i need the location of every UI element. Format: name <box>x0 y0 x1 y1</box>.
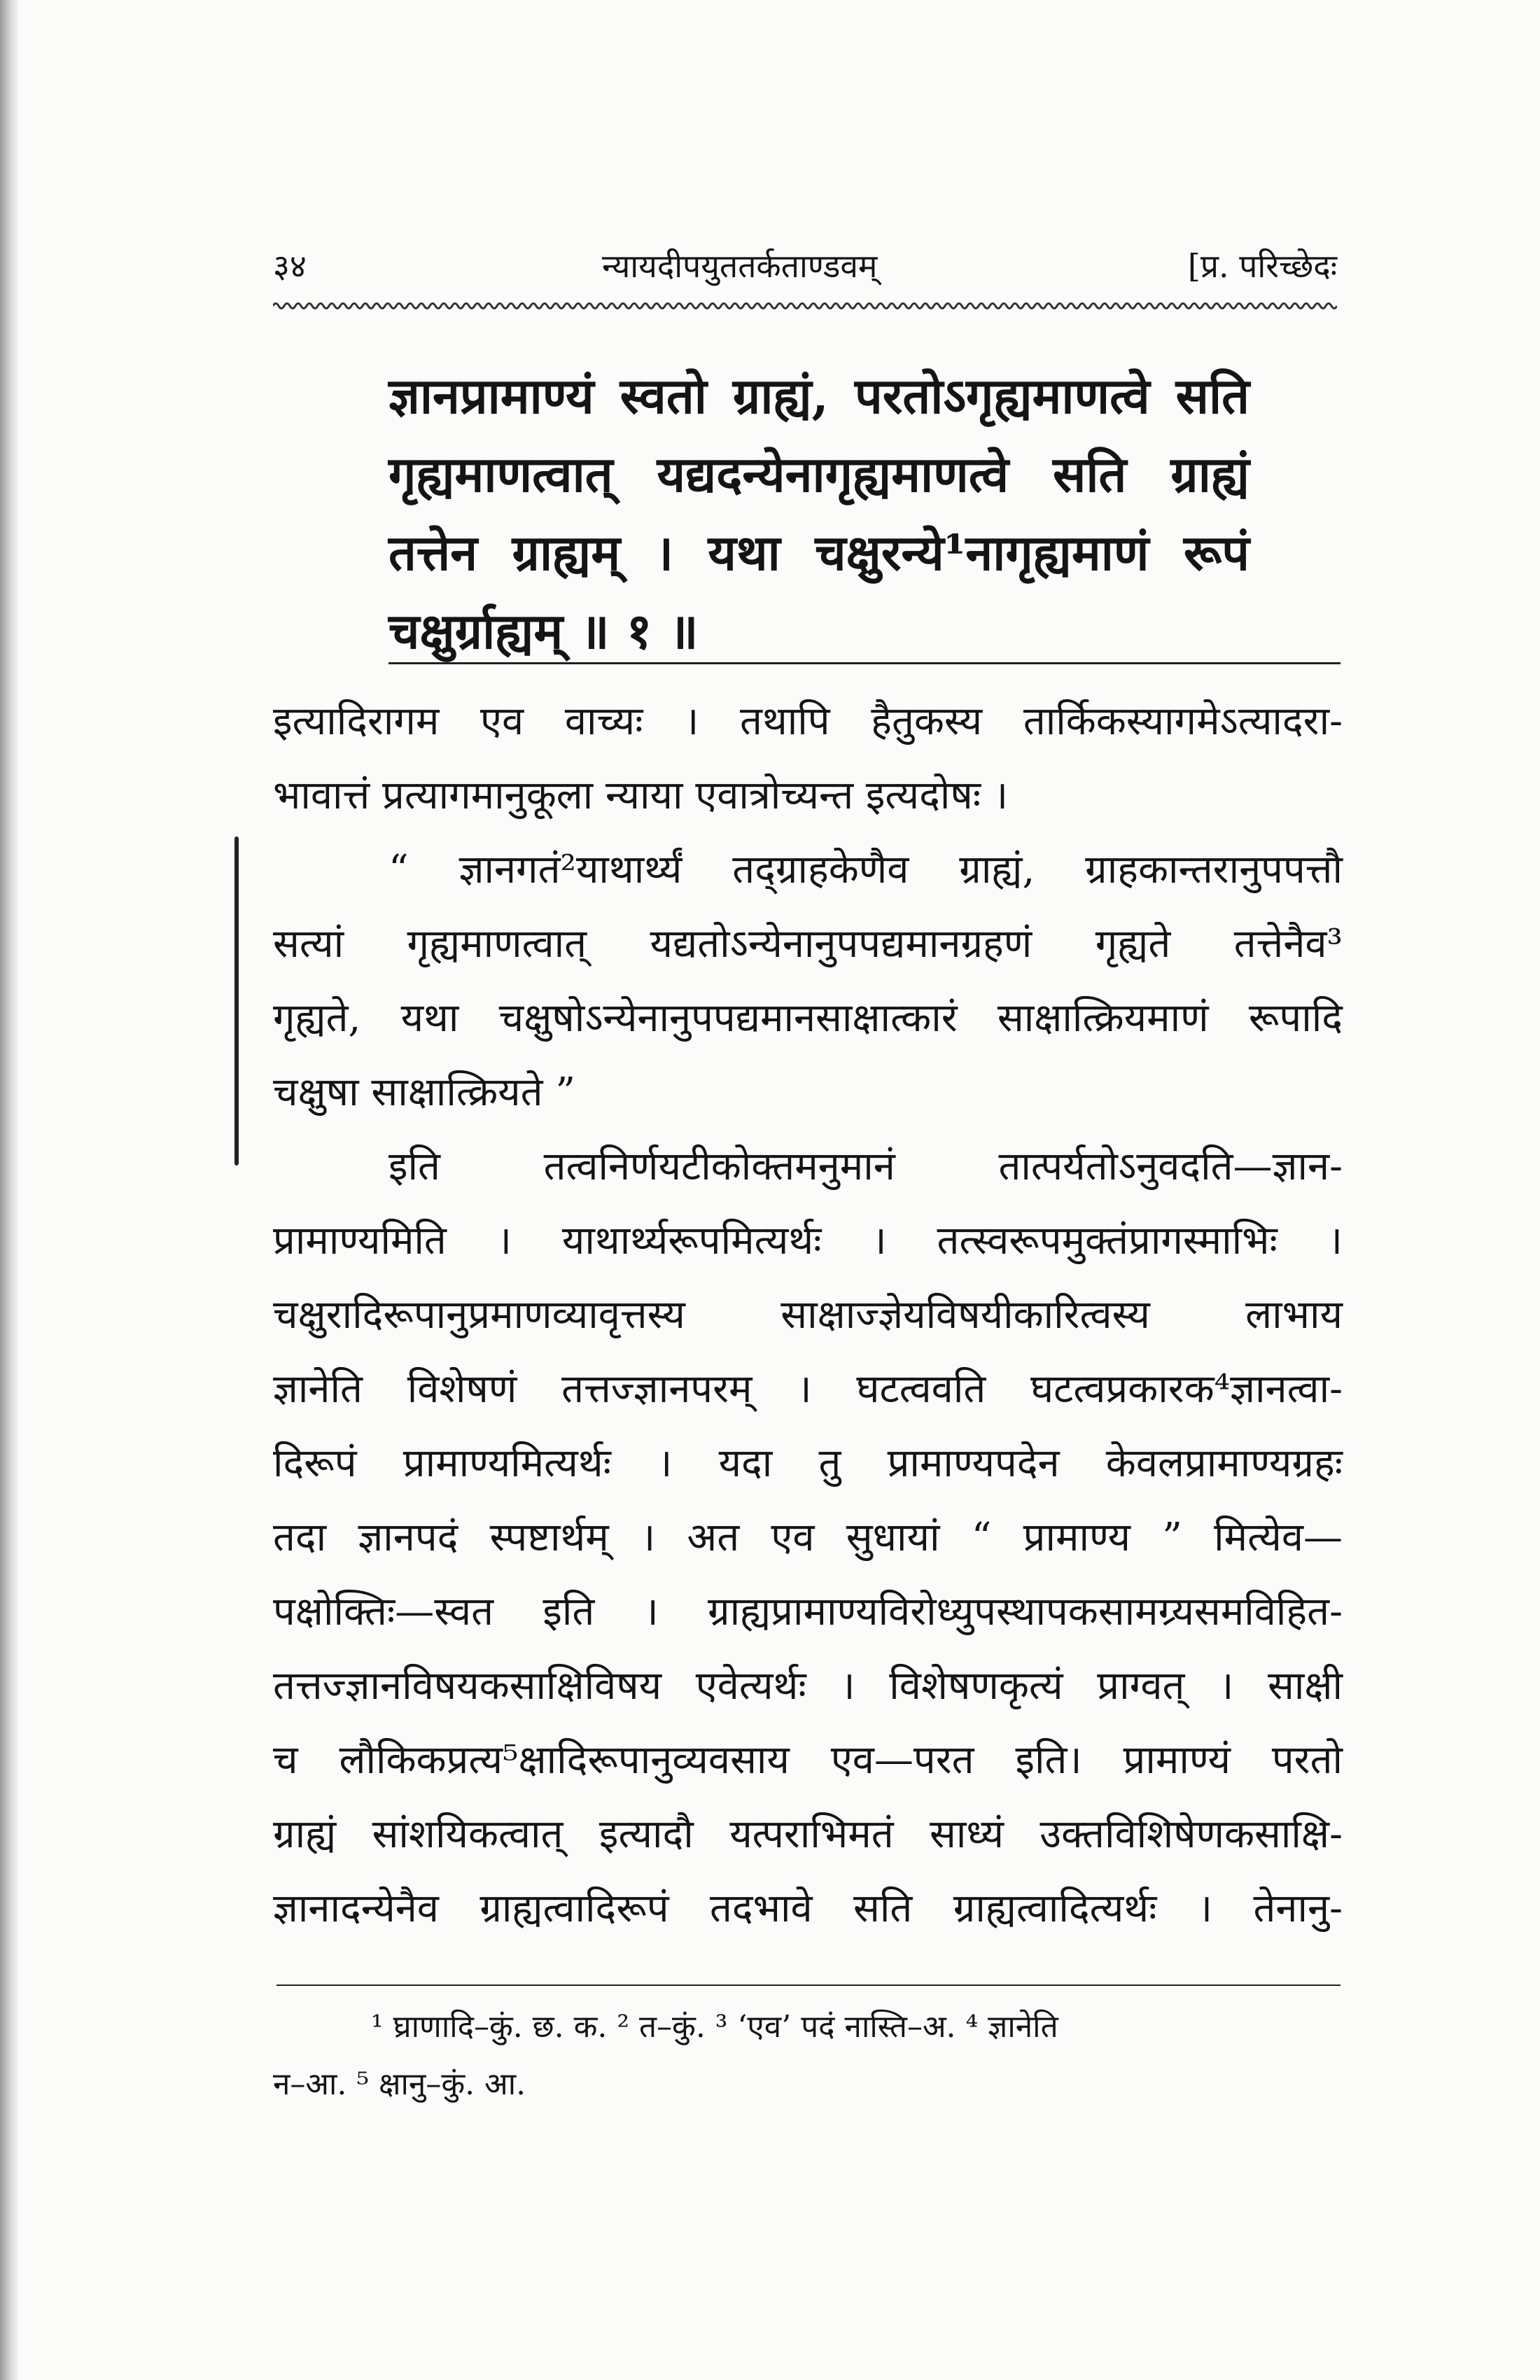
footnotes <box>273 1998 1343 2113</box>
commentary-body <box>273 685 1343 1946</box>
running-title: न्यायदीपयुततर्कताण्डवम् <box>602 247 878 285</box>
commentary-line: तत्तज्ज्ञानविषयकसाक्षिविषय एवेत्यर्थः । विशेषणकृत्यं प्राग्वत् । साक्षी <box>273 1663 1343 1709</box>
footnote-divider-rule <box>276 1984 1340 1986</box>
running-header <box>273 244 1337 293</box>
mula-line: चक्षुर्ग्राह्यम् ॥ १ ॥ <box>388 602 699 660</box>
commentary-line: चक्षुषा साक्षात्क्रियते ” <box>273 1070 575 1115</box>
running-section: [प्र. परिच्छेदः <box>1187 247 1337 285</box>
verse-divider-rule <box>388 662 1340 664</box>
mula-line: तत्तेन ग्राह्यम् । यथा चक्षुरन्ये¹नागृह्यमाणं रूपं <box>388 524 1250 582</box>
mula-verse <box>388 357 1250 671</box>
commentary-line: सत्यां गृह्यमाणत्वात् यद्यतोऽन्येनानुपपद्यमानग्रहणं गृह्यते तत्तेनैव³ <box>273 921 1343 967</box>
commentary-line: प्रामाण्यमिति । याथार्थ्यरूपमित्यर्थः । तत्स्वरूपमुक्तंप्रागस्माभिः । <box>273 1218 1343 1264</box>
page-number: ३४ <box>273 247 307 285</box>
commentary-line: इति तत्वनिर्णयटीकोक्तमनुमानं तात्पर्यतोऽनुवदति—ज्ञान- <box>388 1144 1343 1189</box>
footnote-line: न–आ. ⁵ क्षानु–कुं. आ. <box>273 2066 526 2102</box>
commentary-line: पक्षोक्तिः—स्वत इति । ग्राह्यप्रामाण्यविरोध्युपस्थापकसामग्र्यसमविहित- <box>273 1589 1343 1634</box>
footnote-line: ¹ घ्राणादि–कुं. छ. क. ² त–कुं. ³ ‘एव’ पदं नास्ति–अ. ⁴ ज्ञानेति <box>371 2009 1058 2045</box>
commentary-line: चक्षुरादिरूपानुप्रमाणव्यावृत्तस्य साक्षाज्ज्ञेयविषयीकारित्वस्य लाभाय <box>273 1292 1343 1338</box>
page-binding-edge <box>0 0 18 2380</box>
commentary-line: भावात्तं प्रत्यागमानुकूला न्याया एवात्रोच्यन्त इत्यदोषः । <box>273 773 1009 818</box>
commentary-line: ग्राह्यं सांशयिकत्वात् इत्यादौ यत्पराभिमतं साध्यं उक्तविशिषेणकसाक्षि- <box>273 1812 1343 1857</box>
mula-line: ज्ञानप्रामाण्यं स्वतो ग्राह्यं, परतोऽगृह्यमाणत्वे सति <box>388 367 1250 425</box>
commentary-line: च लौकिकप्रत्य⁵क्षादिरूपानुव्यवसाय एव—परत इति। प्रामाण्यं परतो <box>273 1737 1343 1783</box>
commentary-line: इत्यादिरागम एव वाच्यः । तथापि हैतुकस्य तार्किकस्यागमेऽत्यादरा- <box>273 699 1343 744</box>
commentary-line: तदा ज्ञानपदं स्पष्टार्थम् । अत एव सुधायां “ प्रामाण्य ” मित्येव— <box>273 1515 1343 1560</box>
mula-line: गृह्यमाणत्वात् यद्यदन्येनागृह्यमाणत्वे सति ग्राह्यं <box>388 445 1250 503</box>
margin-pen-mark <box>234 836 239 1166</box>
commentary-line: ज्ञानादन्येनैव ग्राह्यत्वादिरूपं तदभावे सति ग्राह्यत्वादित्यर्थः । तेनानु- <box>273 1886 1343 1931</box>
commentary-line: “ ज्ञानगतं²याथार्थ्यं तद्ग्राहकेणैव ग्राह्यं, ग्राहकान्तरानुपपत्तौ <box>388 847 1343 892</box>
commentary-line: दिरूपं प्रामाण्यमित्यर्थः । यदा तु प्रामाण्यपदेन केवलप्रामाण्यग्रहः <box>273 1441 1343 1486</box>
header-wavy-rule <box>273 298 1337 314</box>
commentary-line: ज्ञानेति विशेषणं तत्तज्ज्ञानपरम् । घटत्ववति घटत्वप्रकारक⁴ज्ञानत्वा- <box>273 1366 1343 1412</box>
commentary-line: गृह्यते, यथा चक्षुषोऽन्येनानुपपद्यमानसाक्षात्कारं साक्षात्क्रियमाणं रूपादि <box>273 995 1343 1041</box>
